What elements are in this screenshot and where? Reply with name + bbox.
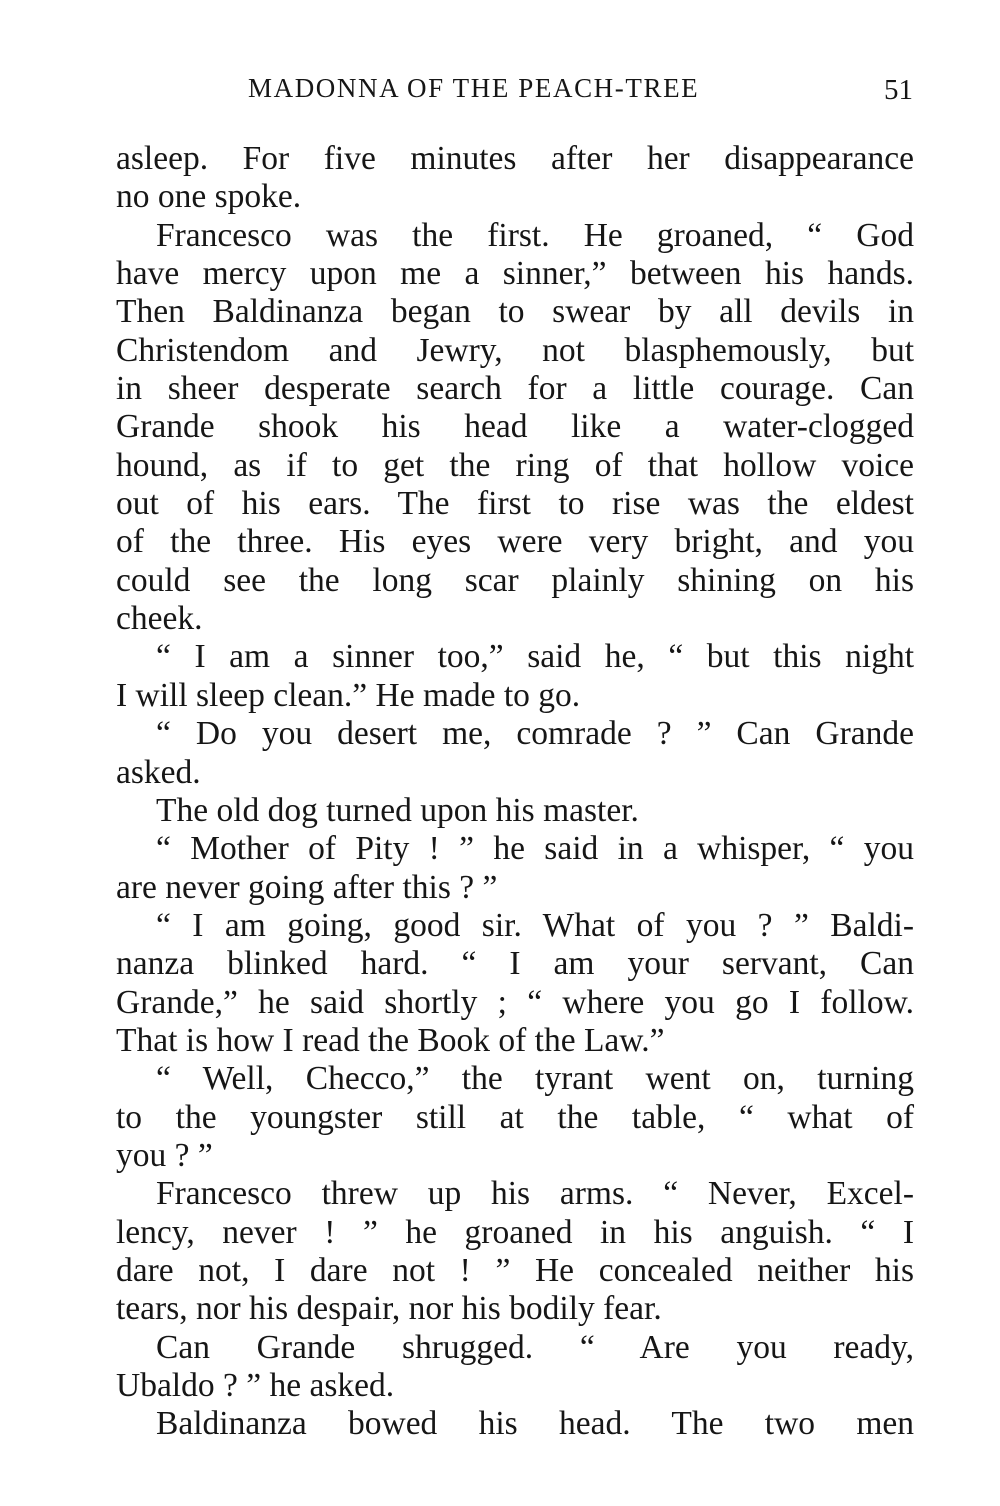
text-line: “ I am going, good sir. What of you ? ” Baldi- xyxy=(156,906,914,944)
text-line: could see the long scar plainly shining on his xyxy=(116,561,914,599)
text-line: The old dog turned upon his master. xyxy=(156,791,639,829)
text-line: That is how I read the Book of the Law.” xyxy=(116,1021,665,1059)
text-line: Then Baldinanza began to swear by all devils in xyxy=(116,293,914,331)
text-line: have mercy upon me a sinner,” between his hands. xyxy=(116,255,914,293)
text-line: “ I am a sinner too,” said he, “ but this night xyxy=(156,638,914,676)
text-line: asleep. For five minutes after her disappearance xyxy=(116,140,914,177)
text-line: lency, never ! ” he groaned in his anguish. “ I xyxy=(116,1213,914,1251)
text-line: Grande,” he said shortly ; “ where you go I follow. xyxy=(116,983,914,1021)
text-line: in sheer desperate search for a little courage. Can xyxy=(116,370,914,408)
text-line: Francesco was the first. He groaned, “ God xyxy=(156,216,914,254)
text-line: are never going after this ? ” xyxy=(116,868,498,906)
text-line: Christendom and Jewry, not blasphemously, but xyxy=(116,331,914,369)
text-line: “ Well, Checco,” the tyrant went on, turning xyxy=(156,1060,914,1098)
text-line: “ Do you desert me, comrade ? ” Can Grande xyxy=(156,715,914,753)
running-title: MADONNA OF THE PEACH-TREE xyxy=(248,73,700,103)
text-line: to the youngster still at the table, “ what of xyxy=(116,1098,914,1136)
text-line: “ Mother of Pity ! ” he said in a whisper, “ you xyxy=(156,830,914,868)
text-line: Grande shook his head like a water-clogged xyxy=(116,408,914,446)
text-line: Baldinanza bowed his head. The two men xyxy=(156,1405,914,1443)
text-line: dare not, I dare not ! ” He concealed neither his xyxy=(116,1251,914,1289)
page-number: 51 xyxy=(884,74,913,106)
text-line: Ubaldo ? ” he asked. xyxy=(116,1367,395,1404)
text-line: cheek. xyxy=(116,600,203,638)
text-line: of the three. His eyes were very bright, and you xyxy=(116,523,914,561)
text-line: out of his ears. The first to rise was the eldest xyxy=(116,485,914,523)
text-line: tears, nor his despair, nor his bodily fear. xyxy=(116,1290,662,1328)
text-line: you ? ” xyxy=(116,1136,213,1174)
text-line: Can Grande shrugged. “ Are you ready, xyxy=(156,1328,914,1366)
text-line: asked. xyxy=(116,753,201,791)
text-line: no one spoke. xyxy=(116,178,302,216)
text-line: nanza blinked hard. “ I am your servant, Can xyxy=(116,945,914,983)
text-line: hound, as if to get the ring of that hollow voice xyxy=(116,446,914,484)
text-line: I will sleep clean.” He made to go. xyxy=(116,676,581,714)
body-text xyxy=(116,140,914,1444)
text-line: Francesco threw up his arms. “ Never, Excel- xyxy=(156,1175,914,1213)
